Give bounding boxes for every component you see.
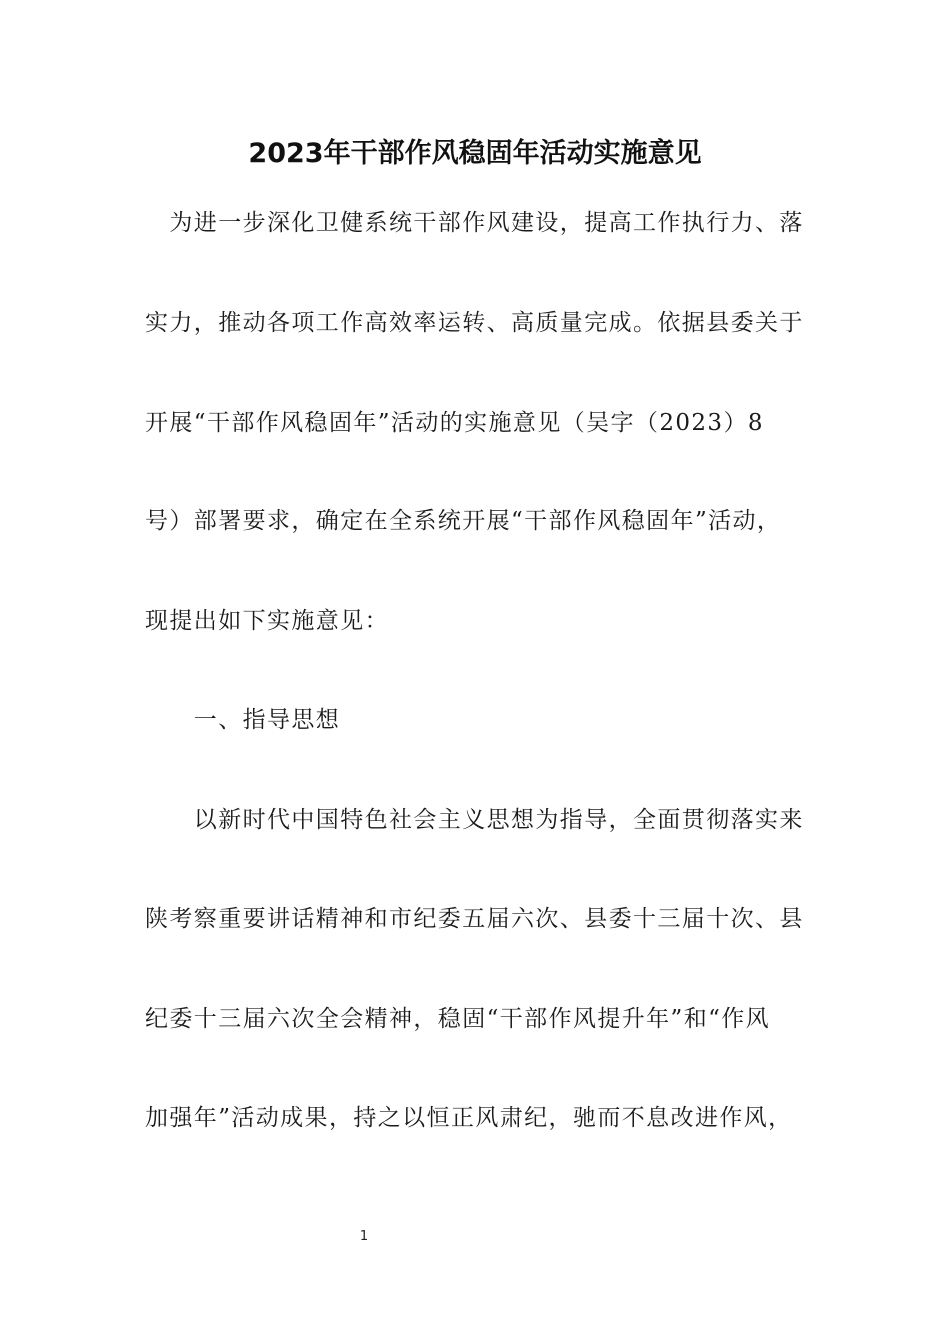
page-number: 1	[359, 1229, 369, 1244]
document-title: 2023年干部作风稳固年活动实施意见	[248, 138, 702, 169]
paragraph-line: 开展“干部作风稳固年”活动的实施意见（吴字（2023）8	[145, 410, 764, 436]
paragraph-line: 现提出如下实施意见：	[145, 608, 389, 634]
paragraph-line: 陕考察重要讲话精神和市纪委五届六次、县委十三届十次、县	[145, 906, 804, 932]
paragraph-line: 纪委十三届六次全会精神，稳固“干部作风提升年”和“作风	[145, 1006, 771, 1032]
paragraph-line: 以新时代中国特色社会主义思想为指导，全面贯彻落实来	[145, 807, 804, 833]
paragraph-line: 加强年”活动成果，持之以恒正风肃纪，驰而不息改进作风，	[145, 1105, 793, 1131]
paragraph-line: 实力，推动各项工作高效率运转、高质量完成。依据县委关于	[145, 310, 804, 336]
paragraph-line: 号）部署要求，确定在全系统开展“干部作风稳固年”活动，	[145, 508, 782, 534]
paragraph-line: 为进一步深化卫健系统干部作风建设，提高工作执行力、落	[145, 210, 804, 236]
section-heading: 一、指导思想	[145, 707, 341, 733]
